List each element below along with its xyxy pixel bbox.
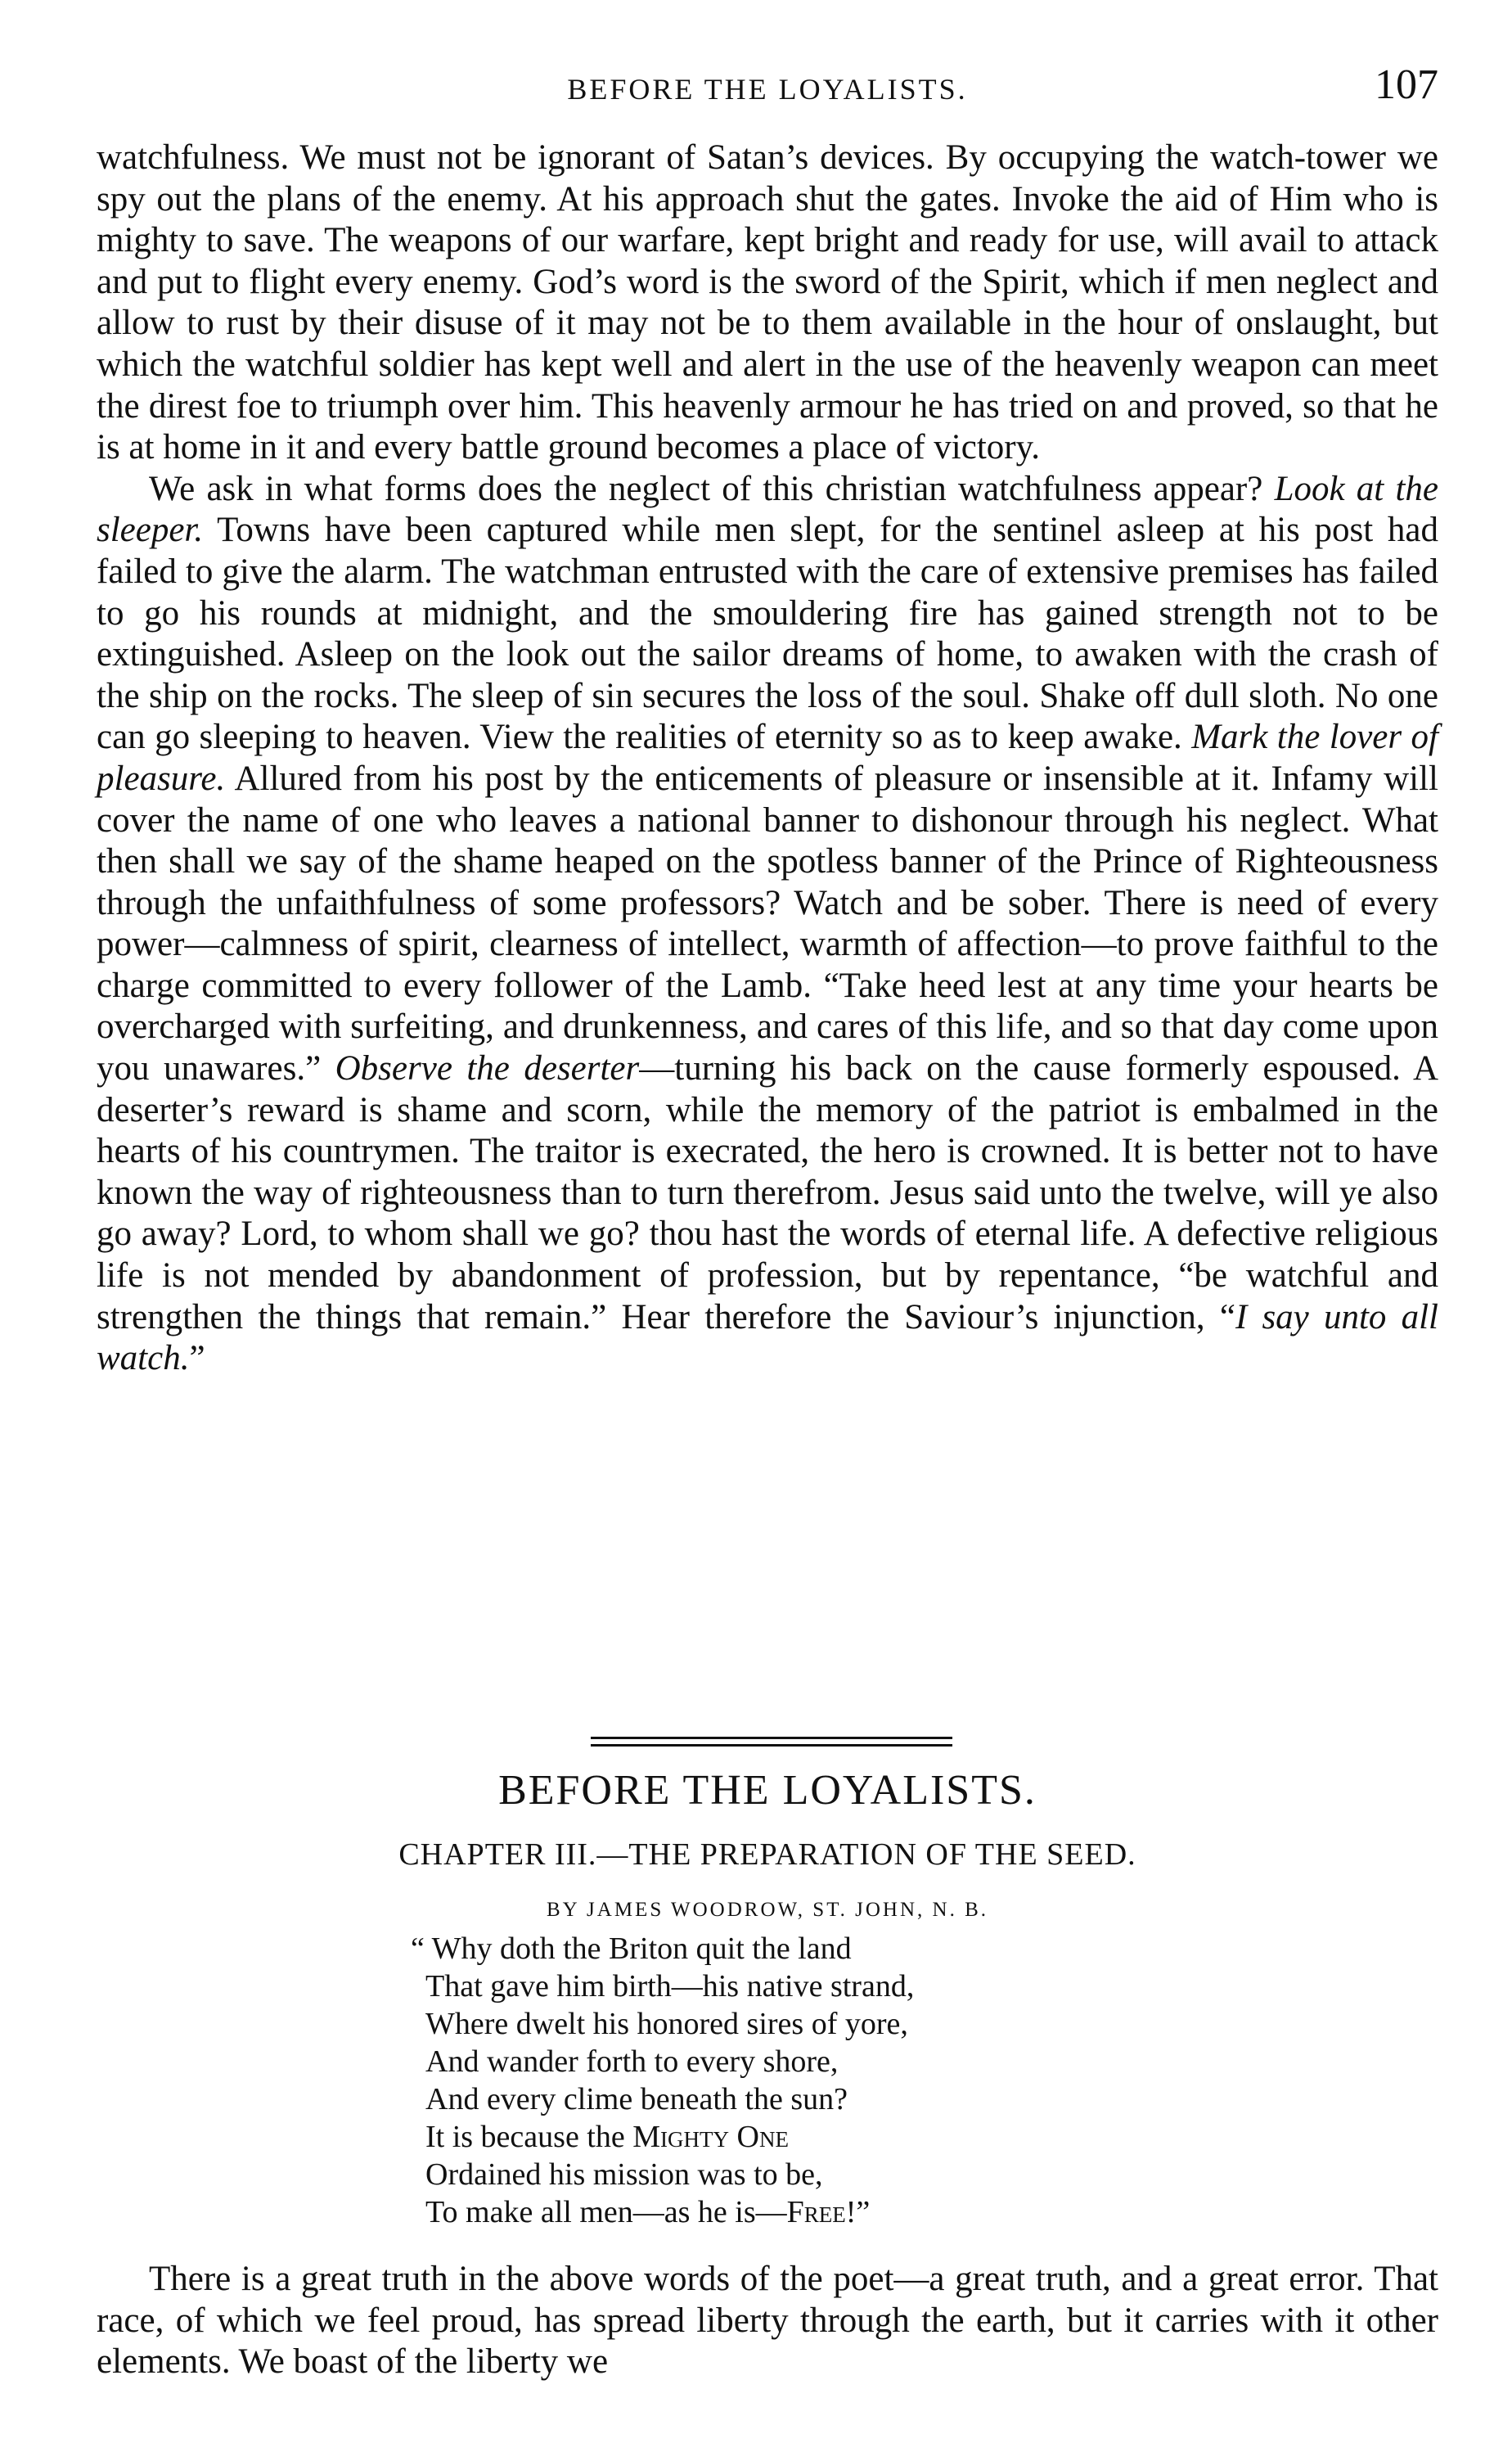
small-caps-word: Free (786, 2195, 846, 2229)
poem-line (425, 2080, 1162, 2118)
small-caps-word: Mighty One (632, 2120, 789, 2154)
continued-article-body (97, 137, 1438, 1380)
poem-line (425, 2118, 1162, 2156)
poem-text: And every clime beneath the sun? (425, 2082, 848, 2116)
poem-text: That gave him birth—his native strand, (425, 1969, 915, 2004)
paragraph (97, 469, 1438, 1380)
poem-line (425, 1967, 1162, 2005)
paragraph: There is a great truth in the above words of the poet—a great truth, and a great error. That race, of which we feel proud, has spread liberty through the earth, but it carries with it other elements. We boast of the liberty we (97, 2260, 1438, 2382)
poem-line (425, 2193, 1162, 2231)
poem-text: Ordained his mission was to be, (425, 2157, 823, 2192)
italic-phrase: Mark the lover of pleasure. (97, 718, 1438, 798)
page-number: 107 (1375, 61, 1438, 108)
poem-text: And wander forth to every shore, (425, 2044, 839, 2079)
text-run: Allured from his post by the enticements of pleasure or insensible at it. Infamy will cover the name of one who leaves a national banner to dishonour through his neglect. What then shall we say of the shame heaped on the spotless banner of the Prince of Righteousness through the unfaithfulness of some professors? Watch and be sober. There is need of every power—calmness of spirit, clearness of intellect, warmth of affection—to prove faithful to the charge committed to every follower of the Lamb. “Take heed lest at any time your hearts be overcharged with surfeiting, and drunkenness, and cares of this life, and so that day come upon you unawares.” (97, 759, 1438, 1089)
poem-text: It is because the (425, 2120, 633, 2154)
text-run: Towns have been captured while men slept, for the sentinel asleep at his post had failed to give the alarm. The watchman entrusted with the care of extensive premises has failed to go his rounds at midnight, and the smouldering fire has gained strength not to be extinguished. Asleep on the look out the sailor dreams of home, to awaken with the crash of the ship on the rocks. The sleep of sin secures the loss of the soul. Shake off dull sloth. No one can go sleeping to heaven. View the realities of eternity so as to keep awake. (97, 511, 1438, 757)
text-run: We ask in what forms does the neglect of this christian watchfulness appear? (149, 469, 1275, 508)
epigraph-poem (411, 1930, 1162, 2231)
chapter-heading: CHAPTER III.—THE PREPARATION OF THE SEED. (398, 1837, 1136, 1872)
article-title: BEFORE THE LOYALISTS. (498, 1767, 1037, 1814)
running-header (97, 61, 1438, 121)
running-title: BEFORE THE LOYALISTS. (567, 73, 968, 106)
poem-text: “ Why doth the Briton quit the land (411, 1931, 852, 1966)
italic-phrase: Observe the deserter (335, 1049, 640, 1089)
text-run: —turning his back on the cause formerly espoused. A deserter’s reward is shame and scorn, while the memory of the patriot is embalmed in the hearts of his countrymen. The traitor is execrated, the hero is crowned. It is better not to have known the way of righteousness than to turn therefrom. Jesus said unto the twelve, will ye also go away? Lord, to whom shall we go? thou hast the words of eternal life. A defective religious life is not mended by abandonment of profession, but by repentance, “be watchful and strengthen the things that remain.” Hear therefore the Saviour’s injunction, “ (97, 1049, 1439, 1336)
section-divider-top-rule (591, 1737, 952, 1739)
poem-line (425, 2156, 1162, 2193)
author-byline: BY JAMES WOODROW, ST. JOHN, N. B. (546, 1899, 988, 1921)
italic-phrase: Look at the sleeper. (97, 469, 1439, 550)
article-body (97, 2259, 1438, 2383)
paragraph (97, 137, 1438, 469)
poem-line (411, 1930, 1162, 1967)
poem-text: !” (845, 2195, 871, 2229)
poem-text: To make all men—as he is— (425, 2195, 787, 2229)
section-divider-bottom-rule (591, 1744, 952, 1747)
poem-text: Where dwelt his honored sires of yore, (425, 2007, 908, 2041)
text-run: ” (189, 1339, 205, 1378)
poem-line (425, 2005, 1162, 2043)
text-run: watchfulness. We must not be ignorant of Satan’s devices. By occupying the watch-tower we spy out the plans of the enemy. At his approach shut the gates. Invoke the aid of Him who is mighty to save. The weapons of our warfare, kept bright and ready for use, will avail to attack and put to flight every enemy. God’s word is the sword of the Spirit, which if men neglect and allow to rust by their disuse of it may not be to them available in the hour of onslaught, but which the watchful soldier has kept well and alert in the use of the heavenly weapon can meet the direst foe to triumph over him. This heavenly armour he has tried on and proved, so that he is at home in it and every battle ground becomes a place of victory. (97, 138, 1438, 467)
poem-line (425, 2043, 1162, 2080)
italic-phrase: I say unto all watch. (97, 1297, 1439, 1378)
